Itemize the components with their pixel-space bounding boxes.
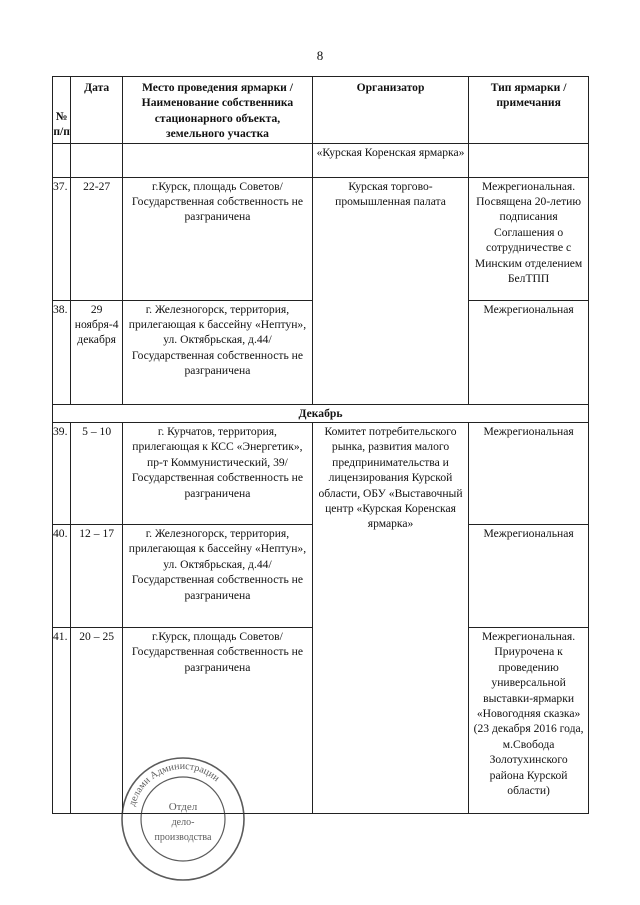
row-date: 29 ноября-4 декабря [71, 300, 123, 404]
row-type: Межрегиональная [469, 423, 589, 525]
header-num: № п/п [53, 77, 71, 144]
row-place: г.Курск, площадь Советов/ Государственная собственность не разграничена [123, 628, 313, 814]
row-place: г. Курчатов, территория, прилегающая к КСС «Энергетик», пр-т Коммунистический, 39/ Государственная собственность не разграничена [123, 423, 313, 525]
row-date: 5 – 10 [71, 423, 123, 525]
row-num: 40. [53, 525, 71, 628]
row-num: 38. [53, 300, 71, 404]
table-header-row [53, 77, 589, 144]
table-row [53, 423, 589, 525]
row-num: 37. [53, 177, 71, 300]
row-type: Межрегиональная. Посвящена 20-летию подписания Соглашения о сотрудничестве с Минским отделением БелТПП [469, 177, 589, 300]
row-type: Межрегиональная [469, 525, 589, 628]
header-organizer: Организатор [312, 77, 468, 144]
row-date: 20 – 25 [71, 628, 123, 814]
row-date: 22-27 [71, 177, 123, 300]
row-type: Межрегиональная. Приурочена к проведению универсальной выставки-ярмарки «Новогодняя сказка» (23 декабря 2016 года, м.Свобода Золотухинского района Курской области) [469, 628, 589, 814]
row-type: Межрегиональная [469, 300, 589, 404]
stamp-center-line-2: дело- [171, 817, 195, 828]
cont-organizer-cell: «Курская Коренская ярмарка» [312, 143, 468, 177]
cont-date-cell [71, 143, 123, 177]
row-num: 39. [53, 423, 71, 525]
month-row [53, 404, 589, 422]
row-organizer: Курская торгово-промышленная палата [312, 177, 468, 404]
continuation-row [53, 143, 589, 177]
cont-place-cell [123, 143, 313, 177]
row-place: г.Курск, площадь Советов/ Государственная собственность не разграничена [123, 177, 313, 300]
month-label: Декабрь [53, 404, 589, 422]
cont-type-cell [469, 143, 589, 177]
table-row [53, 177, 589, 300]
office-stamp [118, 754, 248, 884]
row-num: 41. [53, 628, 71, 814]
fair-schedule-table [52, 76, 589, 814]
stamp-center-line-3: производства [154, 832, 212, 843]
header-date: Дата [71, 77, 123, 144]
cont-num-cell [53, 143, 71, 177]
header-place: Место проведения ярмарки / Наименование собственника стационарного объекта, земельного участка [123, 77, 313, 144]
stamp-center-line-1: Отдел [168, 801, 198, 813]
header-type: Тип ярмарки / примечания [469, 77, 589, 144]
row-place: г. Железногорск, территория, прилегающая к бассейну «Нептун», ул. Октябрьская, д.44/ Государственная собственность не разграничена [123, 300, 313, 404]
row-date: 12 – 17 [71, 525, 123, 628]
december-organizer: Комитет потребительского рынка, развития малого предпринимательства и лицензирования Курской области, ОБУ «Выставочный центр «Курская Коренская ярмарка» [312, 423, 468, 814]
page-number: 8 [316, 48, 324, 63]
row-place: г. Железногорск, территория, прилегающая к бассейну «Нептун», ул. Октябрьская, д.44/ Государственная собственность не разграничена [123, 525, 313, 628]
stamp-ring-text: делами Администрации [126, 760, 222, 808]
